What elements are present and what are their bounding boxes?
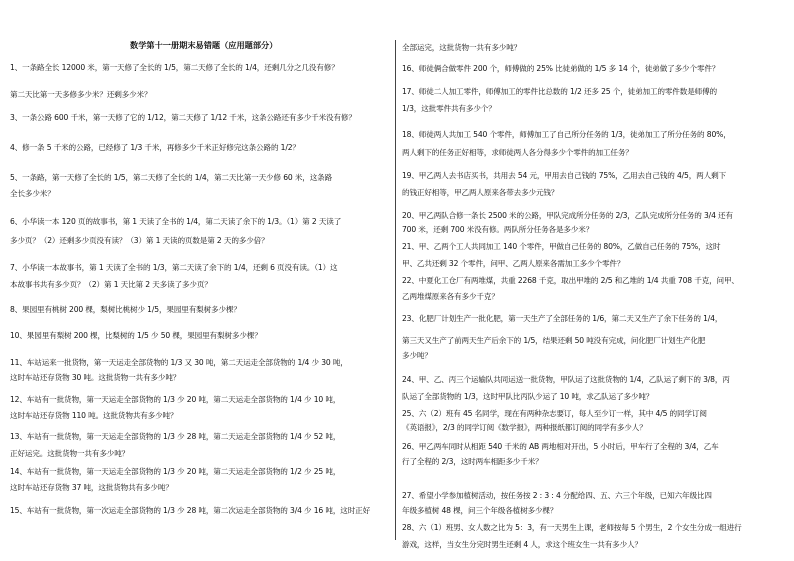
question-line: 27、希望小学参加植树活动，按任务按 2 : 3 : 4 分配给四、五、六三个年级，已知六年级比四 (402, 491, 712, 500)
question-line: 15、车站有一批货物，第一次运走全部货物的 1/3 少 28 吨，第二次运走全部货物的 3/4 少 16 吨，这时正好 (10, 506, 371, 515)
question-line: 23、化肥厂计划生产一批化肥，第一天生产了全部任务的 1/6，第二天又生产了余下任务的 1/4， (402, 314, 723, 323)
question-line: 的钱正好相等，甲乙两人原来各带去多少元钱？ (402, 188, 559, 197)
question-line: 28、六（1）班男、女人数之比为 5：3，有一天男生上课，老师按每 5 个男生，2 个女生分成一组进行 (402, 523, 742, 532)
question-line: 1、一条路全长 12000 米，第一天修了全长的 1/5，第二天修了全长的 1/4，还剩几分之几没有修？ (10, 63, 339, 72)
document-title: 数学第十一册期末易错题（应用题部分） (130, 40, 278, 50)
question-line: 8、果园里有桃树 200 棵，梨树比桃树少 1/5，果园里有梨树多少棵？ (10, 305, 241, 314)
question-line: 25、六（2）班有 45 名同学，现在有两种杂志要订，每人至少订一样，其中 4/5 的同学订阅 (402, 409, 707, 418)
question-line: 行了全程的 2/3，这时两车相距多少千米？ (402, 457, 543, 466)
question-line: 18、师徒两人共加工 540 个零件，师傅加工了自己所分任务的 1/3，徒弟加工了所分任务的 80%， (402, 130, 731, 139)
question-line: 700 米，还剩 700 米没有修。两队所分任务各是多少米？ (402, 225, 594, 234)
question-line: 全长多少米？ (10, 189, 55, 198)
question-line: 全部运完，这批货物一共有多少吨？ (402, 43, 522, 52)
question-line: 19、甲乙两人去书店买书，共用去 54 元，甲用去自己钱的 75%，乙用去自己钱的 4/5，两人剩下 (402, 171, 726, 180)
question-line: 20、甲乙两队合修一条长 2500 米的公路，甲队完成所分任务的 2/3，乙队完成所分任务的 3/4 还有 (402, 211, 733, 220)
question-line: 13、车站有一批货物，第一天运走全部货物的 1/3 少 28 吨，第二天运走全部货物的 1/4 少 52 吨， (10, 432, 341, 441)
question-line: 甲、乙共还剩 32 个零件，问甲、乙两人原来各需加工多少个零件？ (402, 259, 625, 268)
question-line: 14、车站有一批货物，第一天运走全部货物的 1/3 少 20 吨，第二天运走全部货物的 1/2 少 25 吨， (10, 467, 341, 476)
question-line: 游戏，这样，当女生分完时男生还剩 4 人，求这个班女生一共有多少人？ (402, 540, 642, 549)
question-line: 多少吨？ (402, 351, 432, 360)
question-line: 乙两堆煤原来各有多少千克？ (402, 292, 499, 301)
question-line: 1/3，这批零件共有多少个？ (402, 104, 496, 113)
question-line: 第二天比第一天多修多少米？还剩多少米？ (10, 90, 152, 99)
question-line: 7、小华读一本故事书，第 1 天读了全书的 1/3，第二天读了余下的 1/4，还剩 6 页没有读。（1）这 (10, 263, 338, 272)
question-line: 10、果园里有梨树 200 棵，比梨树的 1/5 少 50 棵，果园里有梨树多少棵？ (10, 331, 262, 340)
question-line: 24、甲、乙、丙三个运输队共同运送一批货物，甲队运了这批货物的 1/4，乙队运了剩下的 3/8，丙 (402, 375, 730, 384)
question-line: 12、车站有一批货物，第一天运走全部货物的 1/3 少 20 吨，第二天运走全部货物的 1/4 少 10 吨， (10, 395, 341, 404)
question-line: 17、师徒二人加工零件，师傅加工的零件比总数的 1/2 还多 25 个，徒弟加工的零件数是师傅的 (402, 87, 717, 96)
question-line: 26、甲乙两车同时从相距 540 千米的 AB 两地相对开出，5 小时后，甲车行了全程的 3/4，乙车 (402, 442, 719, 451)
question-line: 这时车站还存货物 110 吨。这批货物共有多少吨？ (10, 411, 178, 420)
question-line: 22、中夏化工仓厂有两堆煤，共重 2268 千克，取出甲堆的 2/5 和乙堆的 1/4 共重 708 千克，问甲、 (402, 276, 739, 285)
question-line: 年级多植树 48 棵，问三个年级各植树多少棵？ (402, 506, 558, 515)
question-line: 4、修一条 5 千米的公路，已经修了 1/3 千米，再修多少千米正好修完这条公路的 1/2？ (10, 143, 300, 152)
question-line: 正好运完。这批货物一共有多少吨？ (10, 449, 130, 458)
question-line: 多少页？（2）还剩多少页没有读？（3）第 1 天读的页数是第 2 天的多少倍？ (10, 236, 269, 245)
question-line: 两人剩下的任务正好相等，求师徒两人各分得多少个零件的加工任务？ (402, 148, 633, 157)
question-line: 《英语报》，2/3 的同学订阅《数学报》，两种报纸都订阅的同学有多少人？ (402, 423, 647, 432)
question-line: 3、一条公路 600 千米，第一天修了它的 1/12，第二天修了 1/12 千米，这条公路还有多少千米没有修？ (10, 113, 356, 122)
question-line: 21、甲、乙两个工人共同加工 140 个零件，甲做自己任务的 80%，乙做自己任务的 75%，这时 (402, 242, 721, 251)
question-line: 这时车站还存货物 30 吨。这批货物一共有多少吨？ (10, 373, 181, 382)
question-line: 6、小华读一本 120 页的故事书，第 1 天读了全书的 1/4，第二天读了余下的 1/3。（1）第 2 天读了 (10, 217, 342, 226)
column-divider (395, 40, 396, 540)
question-line: 第三天又生产了前两天生产后余下的 1/5，结果还剩 50 吨没有完成，问化肥厂计划生产化肥 (402, 336, 706, 345)
question-line: 5、一条路，第一天修了全长的 1/5，第二天修了全长的 1/4，第二天比第一天少修 60 米，这条路 (10, 173, 333, 182)
question-line: 16、师徒俩合做零件 200 个，师傅做的 25% 比徒弟做的 1/5 多 14 个，徒弟做了多少个零件？ (402, 64, 720, 73)
question-line: 11、车站运来一批货物，第一天运走全部货物的 1/3 又 30 吨，第二天运走全部货物的 1/4 少 30 吨， (10, 358, 348, 367)
question-line: 本故事书共有多少页？（2）第 1 天比第 2 天多读了多少页？ (10, 280, 212, 289)
question-line: 这时车站还存货物 37 吨，这批货物共有多少吨？ (10, 483, 173, 492)
question-line: 队运了全部货物的 1/3，这时甲队比丙队少运了 10 吨，求乙队运了多少吨？ (402, 392, 654, 401)
